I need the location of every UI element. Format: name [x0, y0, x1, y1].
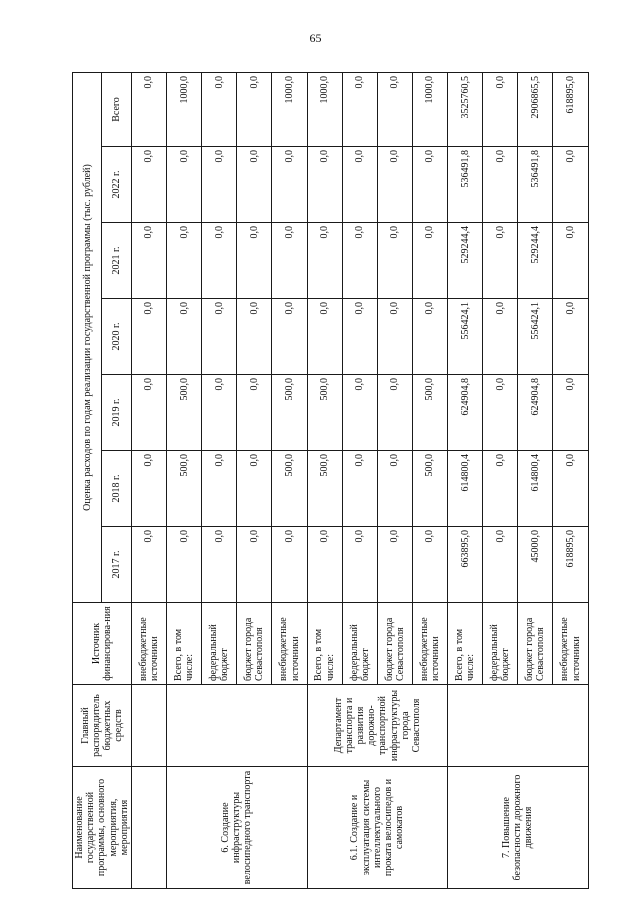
header-year: 2017 г. — [102, 527, 131, 603]
value-cell: 614800,4 — [518, 451, 553, 527]
value-cell: 624904,8 — [448, 375, 483, 451]
value-cell: 556424,1 — [518, 299, 553, 375]
value-cell: 536491,8 — [448, 147, 483, 223]
value-cell: 500,0 — [272, 375, 307, 451]
value-cell: 500,0 — [412, 451, 447, 527]
table-row — [448, 72, 483, 888]
value-cell: 529244,4 — [448, 223, 483, 299]
value-cell: 2906865,5 — [518, 72, 553, 146]
value-cell: 1000,0 — [307, 72, 342, 146]
value-cell: 500,0 — [167, 451, 202, 527]
header-total: Всего — [102, 72, 131, 146]
value-cell: 0,0 — [307, 299, 342, 375]
table-row — [131, 72, 166, 888]
group-name-cell: 6. Создание инфраструктуры велосипедного транспорта — [167, 767, 308, 889]
value-cell: 0,0 — [202, 527, 237, 603]
value-cell: 0,0 — [483, 72, 518, 146]
value-cell: 0,0 — [342, 299, 377, 375]
value-cell: 0,0 — [553, 375, 588, 451]
value-cell: 536491,8 — [518, 147, 553, 223]
value-cell: 0,0 — [202, 223, 237, 299]
value-cell: 1000,0 — [272, 72, 307, 146]
value-cell: 0,0 — [272, 223, 307, 299]
value-cell: 500,0 — [272, 451, 307, 527]
value-cell: 0,0 — [342, 527, 377, 603]
group-responsible-cell: Департамент транспорта и развития дорожно-транспортной инфраструктуры города Севастополя — [307, 685, 448, 767]
budget-table — [72, 72, 589, 889]
page-number: 65 — [309, 31, 322, 45]
source-cell: Всего, в том числе: — [307, 603, 342, 685]
value-cell: 0,0 — [342, 147, 377, 223]
value-cell: 0,0 — [377, 223, 412, 299]
source-cell: федеральный бюджет — [202, 603, 237, 685]
source-cell: федеральный бюджет — [342, 603, 377, 685]
value-cell: 0,0 — [553, 223, 588, 299]
source-cell: федеральный бюджет — [483, 603, 518, 685]
value-cell: 529244,4 — [518, 223, 553, 299]
value-cell: 0,0 — [131, 527, 166, 603]
value-cell: 0,0 — [131, 147, 166, 223]
source-cell: внебюджетные источники — [412, 603, 447, 685]
value-cell: 0,0 — [342, 375, 377, 451]
value-cell: 500,0 — [167, 375, 202, 451]
value-cell: 0,0 — [483, 223, 518, 299]
source-cell: внебюджетные источники — [131, 603, 166, 685]
value-cell: 0,0 — [272, 299, 307, 375]
value-cell: 500,0 — [307, 375, 342, 451]
value-cell: 0,0 — [131, 451, 166, 527]
value-cell: 0,0 — [307, 223, 342, 299]
value-cell: 0,0 — [412, 299, 447, 375]
value-cell: 45000,0 — [518, 527, 553, 603]
source-cell: Всего, в том числе: — [167, 603, 202, 685]
value-cell: 0,0 — [167, 223, 202, 299]
value-cell: 0,0 — [483, 527, 518, 603]
value-cell: 618895,0 — [553, 527, 588, 603]
value-cell: 0,0 — [202, 375, 237, 451]
rotated-table-wrapper — [72, 73, 582, 889]
value-cell: 0,0 — [131, 72, 166, 146]
value-cell: 556424,1 — [448, 299, 483, 375]
source-cell: бюджет города Севастополя — [237, 603, 272, 685]
group-responsible-cell — [448, 685, 589, 767]
value-cell: 0,0 — [483, 147, 518, 223]
value-cell: 0,0 — [377, 72, 412, 146]
value-cell: 0,0 — [412, 527, 447, 603]
header-year: 2022 г. — [102, 147, 131, 223]
header-estimate: Оценка расходов по годам реализации государственной программы (тыс. рублей) — [73, 72, 102, 602]
group-responsible-cell — [167, 685, 308, 767]
value-cell: 0,0 — [202, 72, 237, 146]
value-cell: 0,0 — [237, 375, 272, 451]
source-cell: Всего, в том числе: — [448, 603, 483, 685]
value-cell: 618895,0 — [553, 72, 588, 146]
value-cell: 0,0 — [412, 147, 447, 223]
value-cell: 0,0 — [342, 451, 377, 527]
value-cell: 0,0 — [237, 527, 272, 603]
value-cell: 0,0 — [237, 299, 272, 375]
group-name-cell: 6.1. Создание и эксплуатация системы интеллектуального проката велосипедов и самокатов — [307, 767, 448, 889]
value-cell: 0,0 — [342, 72, 377, 146]
source-cell: внебюджетные источники — [553, 603, 588, 685]
value-cell: 0,0 — [412, 223, 447, 299]
value-cell: 0,0 — [131, 299, 166, 375]
header-source: Источник финансирова-ния — [73, 603, 132, 685]
header-year: 2020 г. — [102, 299, 131, 375]
source-cell: бюджет города Севастополя — [518, 603, 553, 685]
header-year: 2018 г. — [102, 451, 131, 527]
value-cell: 0,0 — [483, 375, 518, 451]
value-cell: 0,0 — [377, 375, 412, 451]
value-cell: 624904,8 — [518, 375, 553, 451]
value-cell: 0,0 — [167, 147, 202, 223]
value-cell: 1000,0 — [167, 72, 202, 146]
value-cell: 1000,0 — [412, 72, 447, 146]
name-cell-empty — [131, 767, 166, 889]
value-cell: 0,0 — [237, 72, 272, 146]
value-cell: 0,0 — [131, 375, 166, 451]
value-cell: 0,0 — [167, 299, 202, 375]
value-cell: 500,0 — [307, 451, 342, 527]
value-cell: 0,0 — [202, 147, 237, 223]
value-cell: 0,0 — [483, 299, 518, 375]
responsible-cell-empty — [131, 685, 166, 767]
value-cell: 0,0 — [553, 147, 588, 223]
value-cell: 0,0 — [202, 451, 237, 527]
value-cell: 0,0 — [377, 527, 412, 603]
value-cell: 0,0 — [553, 451, 588, 527]
value-cell: 0,0 — [377, 451, 412, 527]
source-cell: бюджет города Севастополя — [377, 603, 412, 685]
value-cell: 0,0 — [272, 527, 307, 603]
value-cell: 0,0 — [553, 299, 588, 375]
value-cell: 0,0 — [342, 223, 377, 299]
value-cell: 3525760,5 — [448, 72, 483, 146]
source-cell: внебюджетные источники — [272, 603, 307, 685]
value-cell: 0,0 — [307, 527, 342, 603]
value-cell: 0,0 — [483, 451, 518, 527]
table-row — [167, 72, 202, 888]
value-cell: 614800,4 — [448, 451, 483, 527]
value-cell: 0,0 — [377, 147, 412, 223]
header-year: 2019 г. — [102, 375, 131, 451]
value-cell: 0,0 — [237, 223, 272, 299]
value-cell: 0,0 — [377, 299, 412, 375]
value-cell: 663895,0 — [448, 527, 483, 603]
header-year: 2021 г. — [102, 223, 131, 299]
value-cell: 0,0 — [272, 147, 307, 223]
header-row-1 — [73, 72, 102, 888]
group-name-cell: 7. Повышение безопасности дорожного движения — [448, 767, 589, 889]
table-row — [307, 72, 342, 888]
value-cell: 0,0 — [237, 147, 272, 223]
value-cell: 0,0 — [202, 299, 237, 375]
value-cell: 0,0 — [237, 451, 272, 527]
value-cell: 500,0 — [412, 375, 447, 451]
value-cell: 0,0 — [131, 223, 166, 299]
header-name: Наименование государственной программы, основного мероприятия, мероприятия — [73, 767, 132, 889]
value-cell: 0,0 — [307, 147, 342, 223]
header-responsible: Главный распорядитель бюджетных средств — [73, 685, 132, 767]
value-cell: 0,0 — [167, 527, 202, 603]
